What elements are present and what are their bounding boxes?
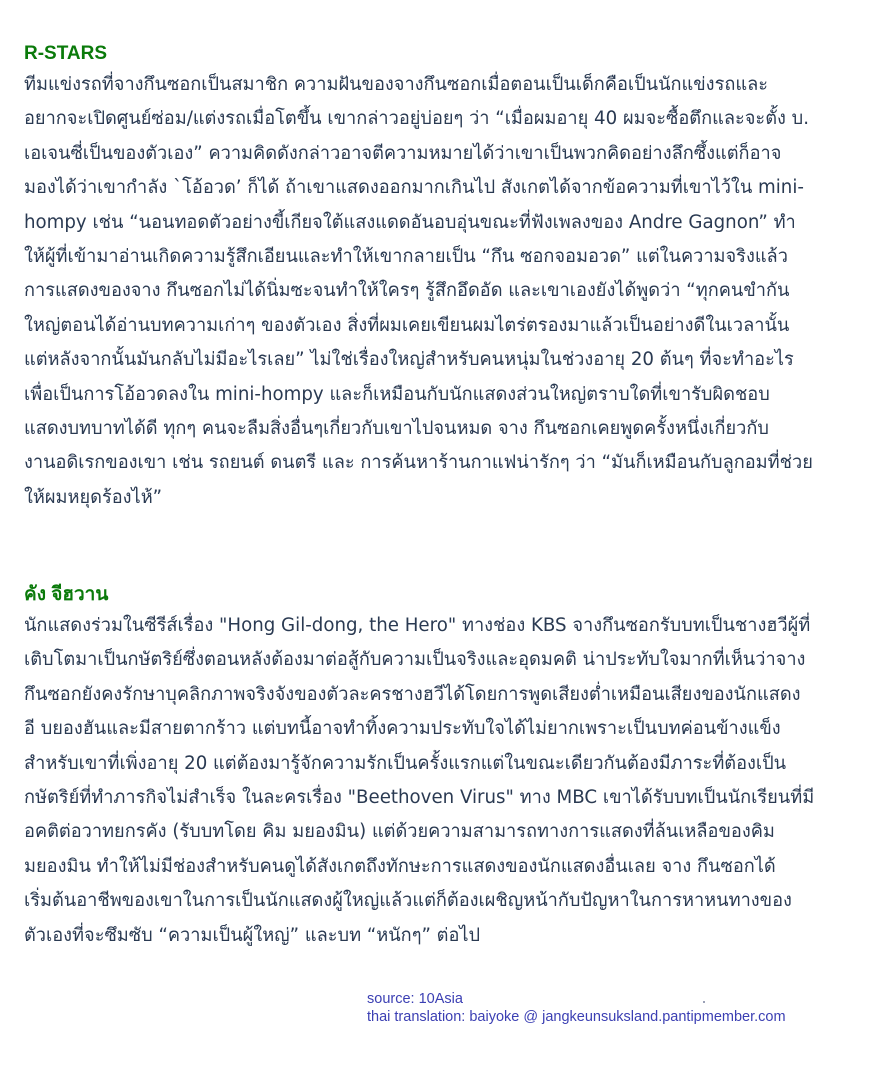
- paragraph-line: แสดงบทบาทได้ดี ทุกๆ คนจะลืมสิ่งอื่นๆเกี่ยวกับเขาไปจนหมด จาง กึนซอกเคยพูดครั้งหนึ่งเกี่ยวกับ: [24, 417, 769, 439]
- section-paragraph: [24, 68, 813, 515]
- paragraph-line: มยองมิน ทำให้ไม่มีช่องสำหรับคนดูได้สังเกตถึงทักษะการแสดงของนักแสดงอื่นเลย จาง กึนซอกได้: [24, 855, 776, 877]
- section-r-stars: [24, 40, 813, 515]
- paragraph-line: งานอดิเรกของเขา เช่น รถยนต์ ดนตรี และ การค้นหาร้านกาแฟน่ารักๆ ว่า “มันก็เหมือนกับลูกอมที่ช่วย: [24, 452, 813, 474]
- paragraph-line: ทีมแข่งรถที่จางกึนซอกเป็นสมาชิก ความฝันของจางกึนซอกเมื่อตอนเป็นเด็กคือเป็นนักแข่งรถและ: [24, 74, 768, 95]
- credits: [367, 990, 786, 1026]
- translation-credit: thai translation: baiyoke @ jangkeunsuksland.pantipmember.com: [367, 1009, 786, 1025]
- section-heading: R-STARS: [24, 43, 108, 64]
- paragraph-line: การแสดงของจาง กึนซอกไม่ได้นิ่มซะจนทำให้ใครๆ รู้สึกอึดอัด และเขาเองยังได้พูดว่า “ทุกคนขำกัน: [24, 280, 790, 302]
- section-kang-ji-hwan: [24, 581, 814, 953]
- paragraph-line: แต่หลังจากนั้นมันกลับไม่มีอะไรเลย” ไม่ใช่เรื่องใหญ่สำหรับคนหนุ่มในช่วงอายุ 20 ต้นๆ ที่จะทำอะไร: [24, 349, 794, 371]
- section-paragraph: [24, 609, 814, 953]
- paragraph-line: มองได้ว่าเขากำลัง `โอ้อวด’ ก็ได้ ถ้าเขาแสดงออกมากเกินไป สังเกตได้จากข้อความที่เขาไว้ใน mini-: [24, 177, 804, 199]
- paragraph-line: นักแสดงร่วมในซีรีส์เรื่อง "Hong Gil-dong, the Hero" ทางช่อง KBS จางกึนซอกรับบทเป็นชางฮวีผู้ที่: [24, 615, 811, 636]
- paragraph-line: เอเจนซี่เป็นของตัวเอง” ความคิดดังกล่าวอาจตีความหมายได้ว่าเขาเป็นพวกคิดอย่างลึกซึ้งแต่ก็อาจ: [24, 142, 782, 164]
- section-heading: คัง จีฮวาน: [24, 584, 109, 605]
- paragraph-line: กษัตริย์ที่ทำภารกิจไม่สำเร็จ ในละครเรื่อง "Beethoven Virus" ทาง MBC เขาได้รับบทเป็นนักเรียนที่มี: [24, 786, 815, 808]
- paragraph-line: เพื่อเป็นการโอ้อวดลงใน mini-hompy และก็เหมือนกับนักแสดงส่วนใหญ่ตราบใดที่เขารับผิดชอบ: [24, 383, 770, 405]
- paragraph-line: กึนซอกยังคงรักษาบุคลิกภาพจริงจังของตัวละครชางฮวีได้โดยการพูดเสียงต่ำเหมือนเสียงของนักแสดง: [24, 683, 801, 705]
- paragraph-line: ให้ผู้ที่เข้ามาอ่านเกิดความรู้สึกเอียนและทำให้เขากลายเป็น “กึน ซอกจอมอวด” แต่ในความจริงแล้ว: [24, 245, 788, 267]
- stray-dot: [703, 1001, 705, 1003]
- source-credit: source: 10Asia: [367, 991, 463, 1007]
- paragraph-line: เริ่มต้นอาชีพของเขาในการเป็นนักแสดงผู้ใหญ่แล้วแต่ก็ต้องเผชิญหน้ากับปัญหาในการหาหนทางของ: [24, 890, 792, 912]
- paragraph-line: hompy เช่น “นอนทอดตัวอย่างขี้เกียจใต้แสงแดดอันอบอุ่นขณะที่ฟังเพลงของ Andre Gagnon” ทำ: [24, 211, 796, 233]
- paragraph-line: อคติต่อวาทยกรคัง (รับบทโดย คิม มยองมิน) แต่ด้วยความสามารถทางการแสดงที่ล้นเหลือของคิม: [24, 821, 775, 843]
- paragraph-line: ตัวเองที่จะซึมซับ “ความเป็นผู้ใหญ่” และบท “หนักๆ” ต่อไป: [24, 924, 481, 946]
- paragraph-line: อี บยองฮันและมีสายตากร้าว แต่บทนี้อาจทำทิ้งความประทับใจได้ไม่ยากเพราะเป็นบทค่อนข้างแข็ง: [24, 718, 781, 740]
- paragraph-line: ให้ผมหยุดร้องไห้”: [24, 486, 163, 508]
- paragraph-line: สำหรับเขาที่เพิ่งอายุ 20 แต่ต้องมารู้จักความรักเป็นครั้งแรกแต่ในขณะเดียวกันต้องมีภาระที่ต้องเป็น: [24, 752, 787, 774]
- paragraph-line: ใหญ่ตอนได้อ่านบทความเก่าๆ ของตัวเอง สิ่งที่ผมเคยเขียนผมไตร่ตรองมาแล้วเป็นอย่างดีในเวลานั้น: [24, 314, 790, 336]
- paragraph-line: อยากจะเปิดศูนย์ซ่อม/แต่งรถเมื่อโตขึ้น เขากล่าวอยู่บ่อยๆ ว่า “เมื่อผมอายุ 40 ผมจะซื้อตึกและจะตั้ง บ.: [24, 108, 809, 130]
- paragraph-line: เติบโตมาเป็นกษัตริย์ซึ่งตอนหลังต้องมาต่อสู้กับความเป็นจริงและอุดมคติ น่าประทับใจมากที่เห็นว่าจาง: [24, 649, 806, 671]
